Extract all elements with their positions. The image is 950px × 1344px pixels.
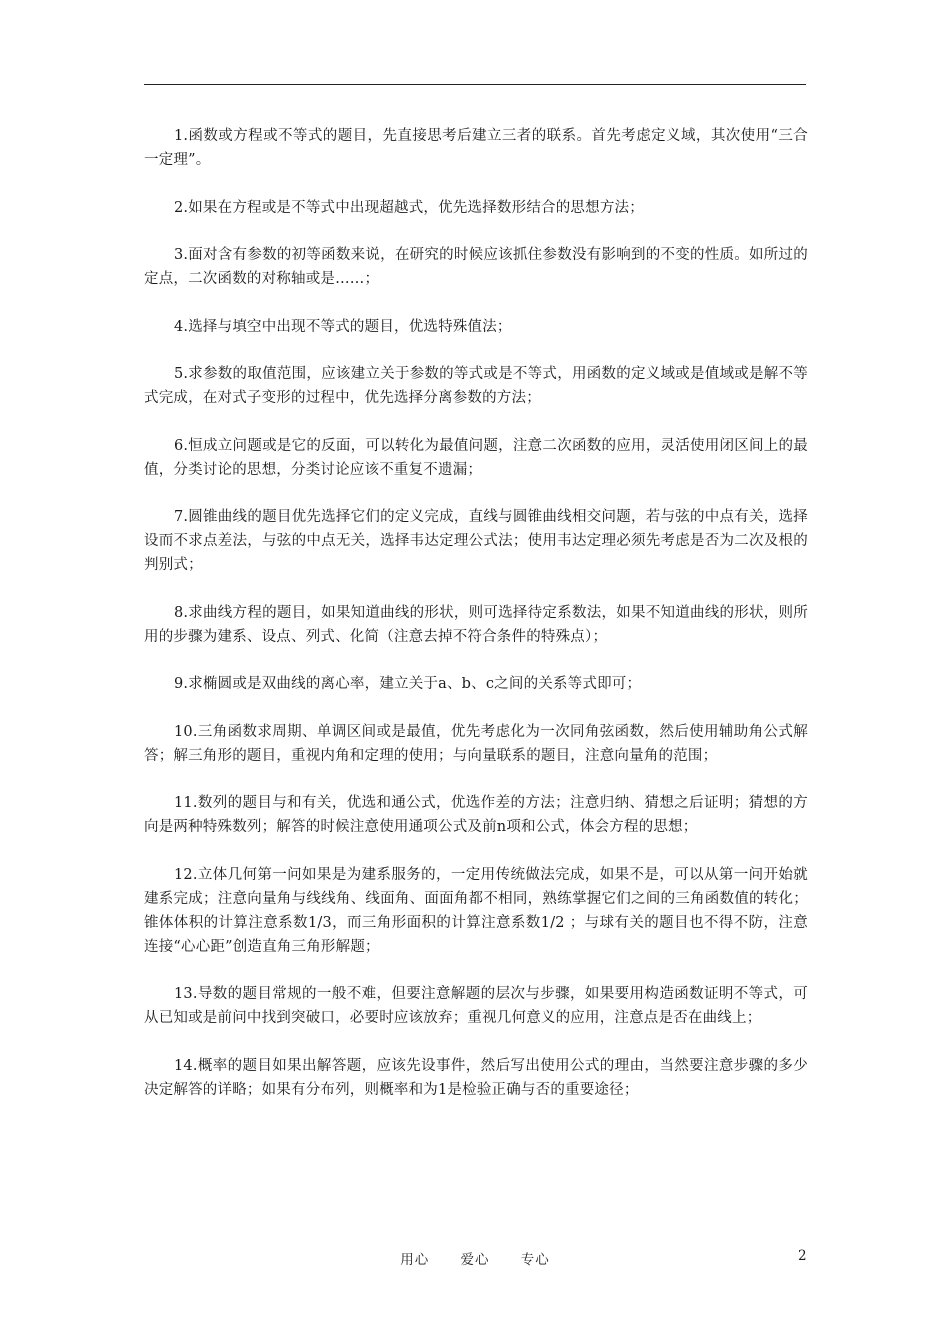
paragraph-6: 6.恒成立问题或是它的反面，可以转化为最值问题，注意二次函数的应用，灵活使用闭区间上的最值，分类讨论的思想，分类讨论应该不重复不遗漏； bbox=[144, 437, 808, 478]
paragraph-14: 14.概率的题目如果出解答题，应该先设事件，然后写出使用公式的理由，当然要注意步骤的多少决定解答的详略；如果有分布列，则概率和为1是检验正确与否的重要途径； bbox=[144, 1057, 808, 1098]
page-footer bbox=[0, 1248, 950, 1272]
paragraph-9: 9.求椭圆或是双曲线的离心率，建立关于a、b、c之间的关系等式即可； bbox=[174, 676, 642, 692]
paragraph-7: 7.圆锥曲线的题目优先选择它们的定义完成，直线与圆锥曲线相交问题，若与弦的中点有关，选择设而不求点差法，与弦的中点无关，选择韦达定理公式法；使用韦达定理必须先考虑是否为二次及根的判别式； bbox=[144, 509, 808, 573]
paragraph-1: 1.函数或方程或不等式的题目，先直接思考后建立三者的联系。首先考虑定义域，其次使用“三合一定理”。 bbox=[144, 128, 808, 168]
page-number: 2 bbox=[798, 1248, 807, 1264]
paragraph-5: 5.求参数的取值范围，应该建立关于参数的等式或是不等式，用函数的定义域或是值域或是解不等式完成，在对式子变形的过程中，优先选择分离参数的方法； bbox=[144, 366, 808, 406]
footer-motto: 用心 爱心 专心 bbox=[400, 1252, 550, 1268]
header-rule bbox=[144, 84, 806, 85]
paragraph-10: 10.三角函数求周期、单调区间或是最值，优先考虑化为一次同角弦函数，然后使用辅助角公式解答；解三角形的题目，重视内角和定理的使用；与向量联系的题目，注意向量角的范围； bbox=[144, 723, 808, 764]
paragraph-13: 13.导数的题目常规的一般不难，但要注意解题的层次与步骤，如果要用构造函数证明不等式，可从已知或是前问中找到突破口，必要时应该放弃；重视几何意义的应用，注意点是否在曲线上； bbox=[144, 986, 808, 1026]
document-body bbox=[144, 124, 808, 1125]
paragraph-2: 2.如果在方程或是不等式中出现超越式，优先选择数形结合的思想方法； bbox=[174, 199, 644, 216]
paragraph-8: 8.求曲线方程的题目，如果知道曲线的形状，则可选择待定系数法，如果不知道曲线的形状，则所用的步骤为建系、设点、列式、化简（注意去掉不符合条件的特殊点）； bbox=[144, 604, 808, 645]
paragraph-12: 12.立体几何第一问如果是为建系服务的，一定用传统做法完成，如果不是，可以从第一问开始就建系完成；注意向量角与线线角、线面角、面面角都不相同，熟练掌握它们之间的三角函数值的转化；锥体体积的计算注意系数1/3，而三角形面积的计算注意系数1/2 ；与球有关的题目也不得不防，注意连接“心心距”创造直角三角形解题； bbox=[144, 866, 808, 955]
paragraph-4: 4.选择与填空中出现不等式的题目，优选特殊值法； bbox=[174, 318, 512, 335]
paragraph-3: 3.面对含有参数的初等函数来说，在研究的时候应该抓住参数没有影响到的不变的性质。如所过的定点，二次函数的对称轴或是……； bbox=[144, 247, 808, 287]
paragraph-11: 11.数列的题目与和有关，优选和通公式，优选作差的方法；注意归纳、猜想之后证明；猜想的方向是两种特殊数列；解答的时候注意使用通项公式及前n项和公式，体会方程的思想； bbox=[144, 795, 808, 835]
